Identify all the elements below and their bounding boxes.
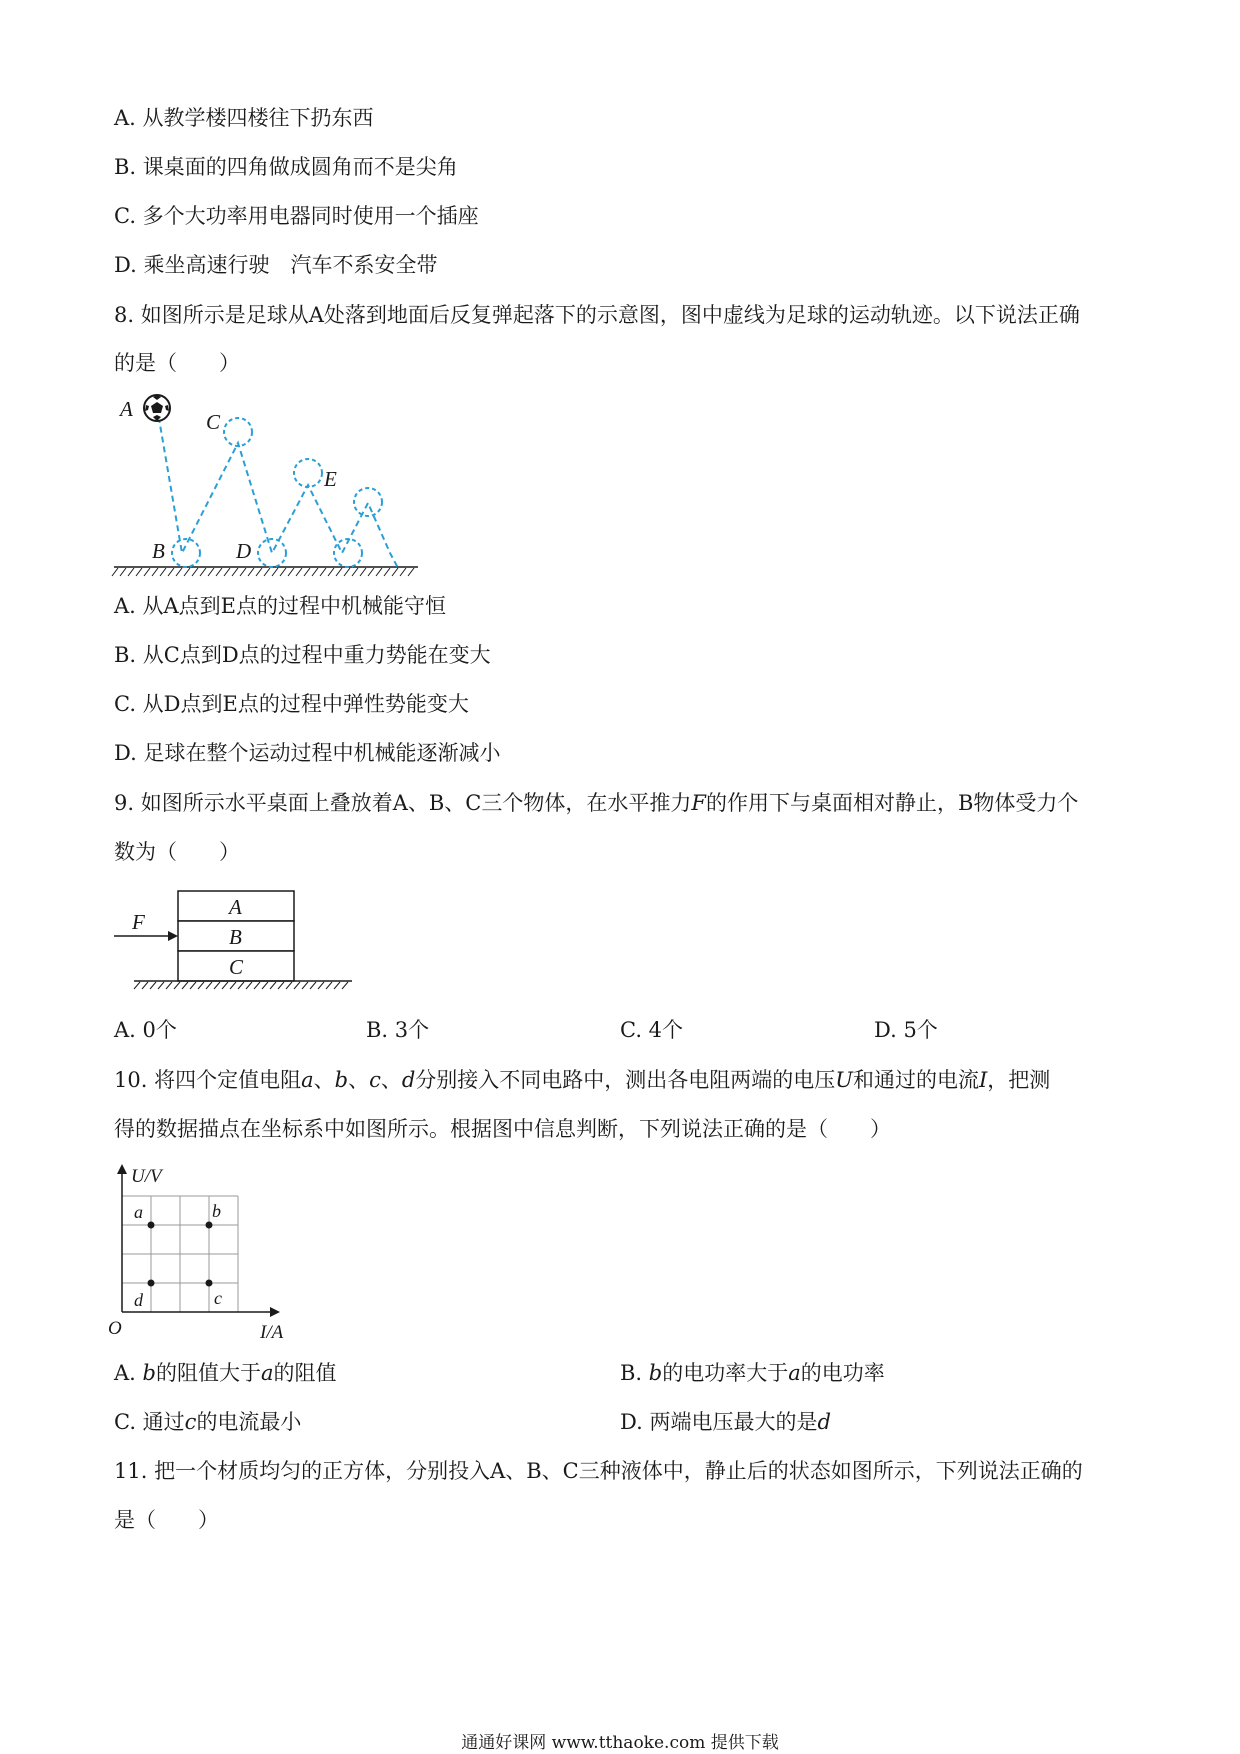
q10-option-b-prefix: B.	[620, 1361, 649, 1385]
data-point-c	[206, 1280, 213, 1287]
q11-stem-line1: 11. 把一个材质均匀的正方体，分别投入A、B、C三种液体中，静止后的状态如图所示，下列说法正确的	[114, 1459, 1083, 1483]
x-axis-arrow-icon	[270, 1307, 280, 1317]
q9-option-b: B. 3个	[366, 1018, 430, 1042]
q9-option-d: D. 5个	[874, 1018, 938, 1042]
point-label-c: c	[214, 1288, 222, 1308]
q10-sep-1: 、	[313, 1068, 335, 1092]
q10-option-c-var-1: c	[184, 1410, 197, 1434]
q10-option-b-var-2: a	[788, 1361, 801, 1385]
block-b-label: B	[229, 925, 242, 949]
origin-label: O	[108, 1318, 122, 1339]
q7-option-d: D. 乘坐高速行驶 汽车不系安全带	[114, 253, 438, 277]
q8-stem-line1: 8. 如图所示是足球从A处落到地面后反复弹起落下的示意图，图中虚线为足球的运动轨迹。以下说法正确	[114, 303, 1080, 327]
table-hatch	[134, 982, 348, 989]
point-label-a: a	[134, 1202, 143, 1222]
force-label: F	[132, 910, 145, 934]
q10-var-a: a	[301, 1068, 314, 1092]
page-footer: 通通好课网 www.tthaoke.com 提供下载	[461, 1733, 779, 1753]
ground-hatch	[112, 568, 414, 576]
q9-stem-line1	[114, 789, 1078, 817]
q10-stem-line1	[114, 1066, 1050, 1094]
arrow-right-icon	[168, 931, 178, 941]
ball-position-e	[294, 459, 322, 487]
label-a: A	[120, 397, 133, 421]
data-point-b	[206, 1222, 213, 1229]
point-label-d: d	[134, 1290, 143, 1310]
q8-option-a: A. 从A点到E点的过程中机械能守恒	[114, 594, 447, 618]
q9-blocks-figure	[112, 885, 362, 1000]
q10-option-a-var-2: a	[260, 1361, 274, 1385]
q10-option-b-mid: 的电功率大于	[662, 1361, 789, 1385]
q10-option-a-prefix: A.	[114, 1361, 143, 1385]
q8-stem-line2: 的是（ ）	[114, 351, 240, 375]
q10-stem-text-2: 分别接入不同电路中，测出各电阻两端的电压	[415, 1068, 836, 1092]
q9-stem-post: 的作用下与桌面相对静止，B物体受力个	[705, 791, 1079, 815]
trajectory-dashed-line	[157, 407, 398, 568]
q10-stem-line2: 得的数据描点在坐标系中如图所示。根据图中信息判断，下列说法正确的是（ ）	[114, 1117, 891, 1141]
q10-option-d	[620, 1408, 831, 1436]
ball-position-6	[354, 488, 382, 516]
q10-sep-3: 、	[380, 1068, 402, 1092]
q10-var-u: U	[835, 1068, 853, 1092]
q7-option-c: C. 多个大功率用电器同时使用一个插座	[114, 204, 479, 228]
q10-stem-text-1: 10. 将四个定值电阻	[114, 1068, 302, 1092]
q10-ui-graph	[108, 1160, 312, 1350]
q10-option-a-var-1: b	[142, 1361, 156, 1385]
q8-bounce-figure	[112, 385, 422, 580]
q9-stem-line2: 数为（ ）	[114, 840, 240, 864]
x-axis-label: I/A	[260, 1322, 284, 1343]
q9-option-c: C. 4个	[620, 1018, 684, 1042]
q10-option-d-var-1: d	[817, 1410, 831, 1434]
q7-option-b: B. 课桌面的四角做成圆角而不是尖角	[114, 155, 458, 179]
q10-var-b: b	[334, 1068, 349, 1092]
q10-stem-text-4: ，把测	[987, 1068, 1051, 1092]
q10-option-c-suffix: 的电流最小	[196, 1410, 302, 1434]
q10-var-c: c	[369, 1068, 381, 1092]
q10-option-c	[114, 1408, 301, 1436]
label-c: C	[206, 410, 221, 434]
q10-option-d-prefix: D. 两端电压最大的是	[620, 1410, 818, 1434]
ball-position-b	[172, 539, 200, 567]
q10-var-i: I	[978, 1068, 988, 1092]
y-axis-label: U/V	[131, 1166, 162, 1187]
q10-option-a	[114, 1359, 337, 1387]
point-label-b: b	[212, 1201, 221, 1221]
q10-var-d: d	[401, 1068, 416, 1092]
q8-option-c: C. 从D点到E点的过程中弹性势能变大	[114, 692, 469, 716]
q10-option-b-var-1: b	[648, 1361, 663, 1385]
label-b: B	[152, 539, 165, 563]
q10-stem-text-3: 和通过的电流	[852, 1068, 979, 1092]
y-axis-arrow-icon	[117, 1164, 127, 1174]
soccer-ball-icon	[144, 395, 170, 421]
q10-option-a-mid: 的阻值大于	[155, 1361, 261, 1385]
data-point-d	[148, 1280, 155, 1287]
label-e: E	[324, 467, 337, 491]
data-point-a	[148, 1222, 155, 1229]
q8-option-b: B. 从C点到D点的过程中重力势能在变大	[114, 643, 491, 667]
q10-sep-2: 、	[348, 1068, 370, 1092]
label-d: D	[236, 539, 252, 563]
q10-option-b-suffix: 的电功率	[800, 1361, 885, 1385]
q10-option-a-suffix: 的阻值	[273, 1361, 337, 1385]
q8-option-d: D. 足球在整个运动过程中机械能逐渐减小	[114, 741, 501, 765]
q11-stem-line2: 是（ ）	[114, 1508, 219, 1532]
q10-option-b	[620, 1359, 885, 1387]
q7-option-a: A. 从教学楼四楼往下扔东西	[114, 106, 374, 130]
block-c-label: C	[229, 955, 244, 979]
q9-stem-pre: 9. 如图所示水平桌面上叠放着A、B、C三个物体，在水平推力	[114, 791, 692, 815]
q10-option-c-prefix: C. 通过	[114, 1410, 185, 1434]
q9-option-a: A. 0个	[114, 1018, 177, 1042]
q9-stem-var: F	[691, 791, 706, 815]
block-a-label: A	[229, 895, 242, 919]
ball-position-d	[258, 539, 286, 567]
